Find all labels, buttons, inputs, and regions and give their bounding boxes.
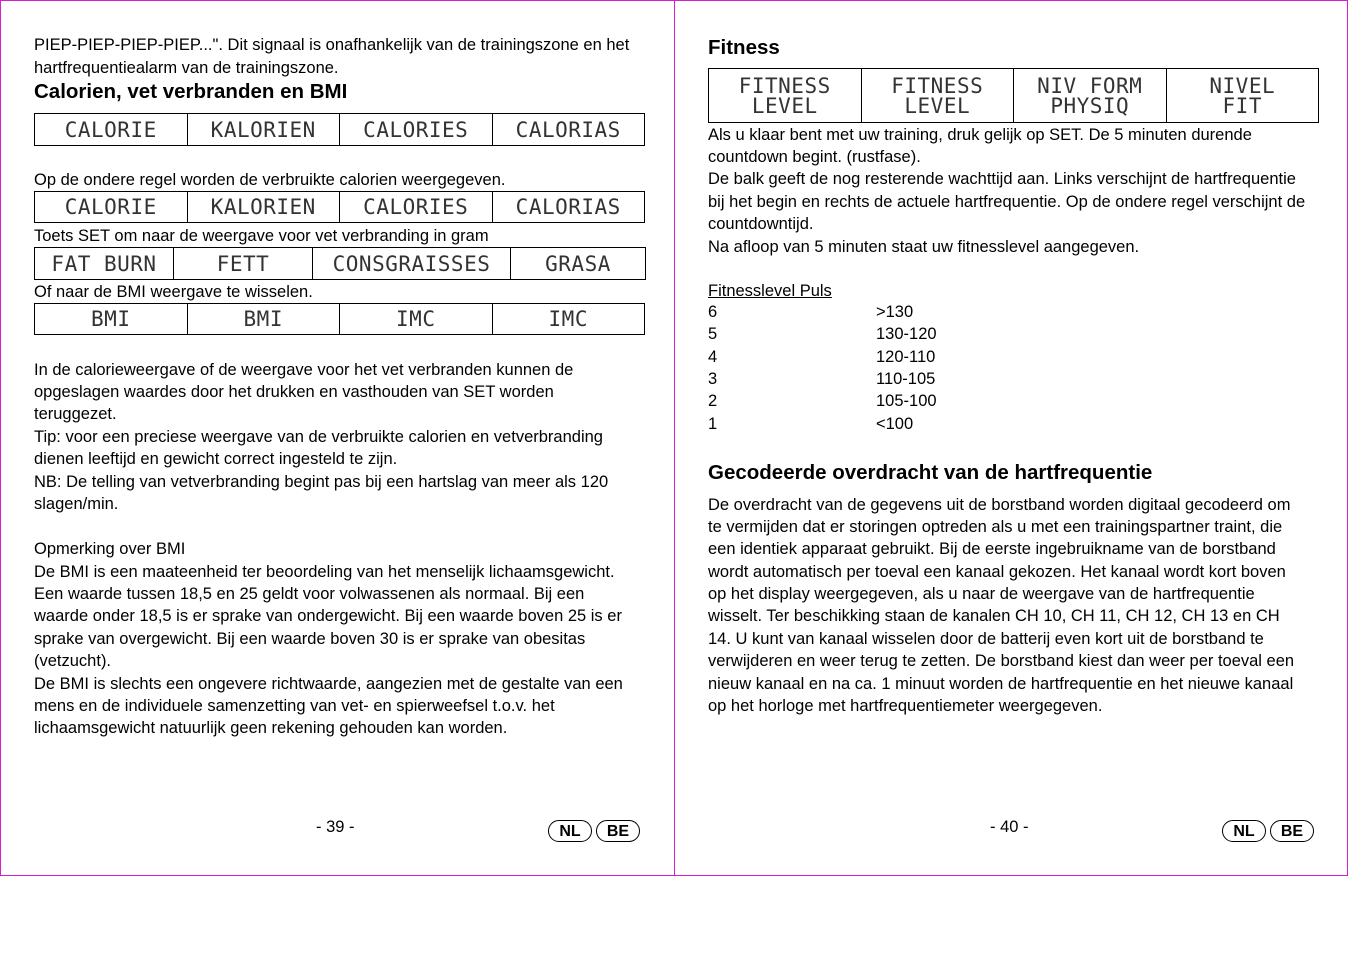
lcd-cell: BMI [35, 304, 188, 335]
fitness-level: 4 [708, 348, 718, 366]
text-line: dienen leeftijd en gewicht correct ingesteld te zijn. [34, 450, 398, 468]
lcd-cell: IMC [340, 304, 493, 335]
section-heading-fitness: Fitness [708, 36, 780, 59]
text-line: Een waarde tussen 18,5 en 25 geldt voor volwassenen als normaal. Bij een [34, 585, 585, 603]
table-row [708, 348, 1008, 370]
lcd-cell: FITNESS LEVEL [861, 69, 1014, 123]
text-line: Tip: voor een preciese weergave van de verbruikte calorien en vetverbranding [34, 428, 603, 446]
text-line: slagen/min. [34, 495, 119, 513]
intro-line: hartfrequentiealarm van de trainingszone. [34, 59, 339, 77]
text-line: Na afloop van 5 minuten staat uw fitnesslevel aangegeven. [708, 238, 1140, 256]
fitness-level: 6 [708, 303, 718, 321]
text-line: waarde onder 18,5 is er sprake van ondergewicht. Bij een waarde boven 25 is er [34, 607, 622, 625]
lcd-cell: GRASA [511, 248, 646, 280]
lcd-cell: FAT BURN [35, 248, 174, 280]
fitness-level: 3 [708, 370, 718, 388]
intro-line: PIEP-PIEP-PIEP-PIEP...". Dit signaal is onafhankelijk van de trainingszone en het [34, 36, 630, 54]
puls-value: 130-120 [876, 325, 937, 343]
lcd-cell: NIVEL FIT [1166, 69, 1319, 123]
text-line: De overdracht van de gegevens uit de borstband worden digitaal gecodeerd om [708, 496, 1291, 514]
body-text: Op de ondere regel worden de verbruikte calorien weergegeven. [34, 171, 506, 189]
lcd-fatburn-table [34, 247, 646, 280]
table-row [708, 415, 1008, 437]
lcd-cell: CALORIE [35, 114, 188, 146]
text-line: opgeslagen waardes door het drukken en vasthouden van SET worden [34, 383, 554, 401]
lcd-cell: CALORIE [35, 192, 188, 223]
fitness-level: 1 [708, 415, 718, 433]
page-divider [674, 0, 675, 876]
fitness-level: 2 [708, 392, 718, 410]
text-line: wisselt. Ter beschikking staan de kanalen CH 10, CH 11, CH 12, CH 13 en CH [708, 607, 1280, 625]
table-row [708, 370, 1008, 392]
puls-value: 110-105 [876, 370, 936, 388]
fitness-level: 5 [708, 325, 718, 343]
lcd-cell: CALORIES [340, 192, 493, 223]
text-line: lichaamsgewicht natuurlijk geen rekening gehouden kan worden. [34, 719, 508, 737]
text-line: teruggezet. [34, 405, 117, 423]
puls-value: 105-100 [876, 392, 937, 410]
text-line: 14. U kunt van kanaal wisselen door de batterij even kort uit de borstband te [708, 630, 1264, 648]
text-line: De balk geeft de nog resterende wachttijd aan. Links verschijnt de hartfrequentie [708, 170, 1296, 188]
body-text: Of naar de BMI weergave te wisselen. [34, 283, 313, 301]
language-badge-nl: NL [1222, 820, 1266, 842]
text-line: sprake van overgewicht. Bij een waarde boven 30 is er sprake van obesitas [34, 630, 586, 648]
lcd-cell: FITNESS LEVEL [709, 69, 862, 123]
text-line: te vermijden dat er storingen optreden als u met een trainingspartner traint, die [708, 518, 1283, 536]
text-line: countdowntijd. [708, 215, 814, 233]
text-line: NB: De telling van vetverbranding begint pas bij een hartslag van meer als 120 [34, 473, 609, 491]
body-text: Toets SET om naar de weergave voor vet verbranding in gram [34, 227, 489, 245]
language-badge-nl: NL [548, 820, 592, 842]
bmi-subheading: Opmerking over BMI [34, 540, 186, 558]
text-line: op het horloge met hartfrequentiemeter weergegeven. [708, 697, 1103, 715]
section-heading-gecodeerde: Gecodeerde overdracht van de hartfrequentie [708, 461, 1153, 484]
lcd-cell: NIV FORM PHYSIQ [1014, 69, 1167, 123]
lcd-cell: FETT [174, 248, 313, 280]
lcd-calorie-table [34, 113, 645, 146]
table-row [708, 325, 1008, 347]
puls-value: >130 [876, 303, 914, 321]
lcd-bmi-table [34, 303, 645, 335]
text-line: bij het begin en rechts de actuele hartfrequentie. Op de ondere regel verschijnt de [708, 193, 1306, 211]
lcd-cell: CALORIES [340, 114, 493, 146]
text-line: Als u klaar bent met uw training, druk gelijk op SET. De 5 minuten durende [708, 126, 1252, 144]
lcd-cell: IMC [492, 304, 645, 335]
text-line: op het display weergegeven, als u naar de weergave van de hartfrequentie [708, 585, 1255, 603]
text-line: wordt automatisch per toeval een kanaal gekozen. Het kanaal wordt kort boven [708, 563, 1286, 581]
text-line: een identiek apparaat gebruikt. Bij de eerste ingebruikname van de borstband [708, 540, 1276, 558]
lcd-cell: CALORIAS [492, 114, 645, 146]
lcd-cell: KALORIEN [187, 114, 340, 146]
puls-value: <100 [876, 415, 914, 433]
text-line: countdown begint. (rustfase). [708, 148, 921, 166]
lcd-cell: CONSGRAISSES [313, 248, 511, 280]
table-row [708, 303, 1008, 325]
text-line: De BMI is een maateenheid ter beoordeling van het menselijk lichaamsgewicht. [34, 563, 615, 581]
lcd-calorie-table-2 [34, 191, 645, 223]
lcd-fitness-table [708, 68, 1319, 123]
text-line: nieuw kanaal en na ca. 1 minuut worden de hartfrequentie en het nieuwe kanaal [708, 675, 1294, 693]
section-heading-calorien: Calorien, vet verbranden en BMI [34, 80, 348, 103]
puls-value: 120-110 [876, 348, 936, 366]
page-number: - 40 - [990, 818, 1029, 836]
lcd-cell: KALORIEN [187, 192, 340, 223]
text-line: De BMI is slechts een ongevere richtwaarde, aangezien met de gestalte van een [34, 675, 623, 693]
table-row [708, 392, 1008, 414]
language-badge-be: BE [1270, 820, 1314, 842]
text-line: (vetzucht). [34, 652, 112, 670]
text-line: verwijderen en weer terug te zetten. De borstband kiest dan weer per toeval een [708, 652, 1295, 670]
text-line: In de calorieweergave of de weergave voor het vet verbranden kunnen de [34, 361, 574, 379]
fitness-table-header: Fitnesslevel Puls [708, 282, 832, 300]
page-number: - 39 - [316, 818, 355, 836]
text-line: mens en de individuele samenzetting van vet- en spierweefsel t.o.v. het [34, 697, 555, 715]
lcd-cell: CALORIAS [492, 192, 645, 223]
language-badge-be: BE [596, 820, 640, 842]
lcd-cell: BMI [187, 304, 340, 335]
